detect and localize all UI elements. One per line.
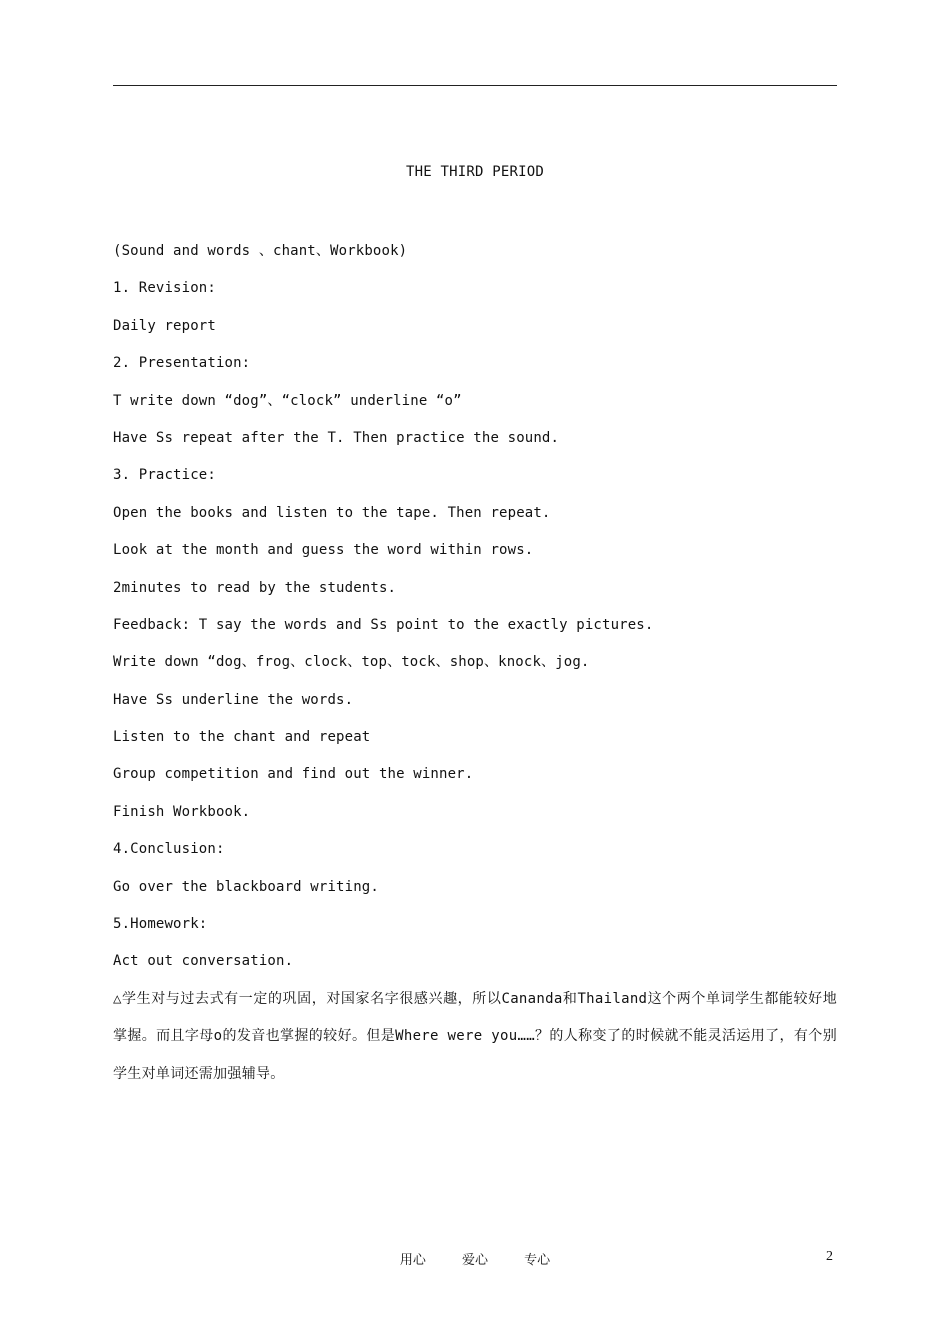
lesson-line: 1. Revision: [113,280,216,297]
lesson-line: Daily report [113,317,216,334]
page-number: 2 [826,1249,833,1264]
page-footer [0,1249,950,1268]
lesson-line: Open the books and listen to the tape. Then repeat. [113,504,551,521]
lesson-line: Have Ss underline the words. [113,691,354,708]
lesson-line: Write down “dog、frog、clock、top、tock、shop、knock、jog. [113,654,590,671]
document-title: THE THIRD PERIOD [405,164,545,180]
lesson-line: Group competition and find out the winner. [113,766,474,783]
lesson-line: 2minutes to read by the students. [113,579,397,596]
header-rule [113,85,837,86]
lesson-line: T write down “dog”、“clock” underline “o” [113,392,462,409]
lesson-line: 5.Homework: [113,916,208,933]
lesson-line: Act out conversation. [113,953,294,970]
lesson-line: 2. Presentation: [113,355,251,372]
lesson-line: Finish Workbook. [113,803,251,820]
reflection-paragraph: △学生对与过去式有一定的巩固，对国家名字很感兴趣，所以Cananda和Thailand这个两个单词学生都能较好地掌握。而且字母o的发音也掌握的较好。但是Where were you……？的人称变了的时候就不能灵活运用了，有个别学生对单词还需加强辅导。 [113,990,837,1082]
lesson-line: 3. Practice: [113,467,216,484]
lesson-line: Go over the blackboard writing. [113,878,379,895]
lesson-line: Feedback: T say the words and Ss point to the exactly pictures. [113,616,654,633]
lesson-line: 4.Conclusion: [113,841,225,858]
lesson-line: Have Ss repeat after the T. Then practice the sound. [113,429,560,446]
document-body [113,233,837,1093]
footer-item: 用心 [399,1253,426,1268]
lesson-line: Listen to the chant and repeat [113,729,371,746]
footer-item: 专心 [524,1253,551,1268]
lesson-line: (Sound and words 、chant、Workbook) [113,243,408,259]
lesson-line: Look at the month and guess the word within rows. [113,542,534,559]
footer-item: 爱心 [461,1253,488,1268]
